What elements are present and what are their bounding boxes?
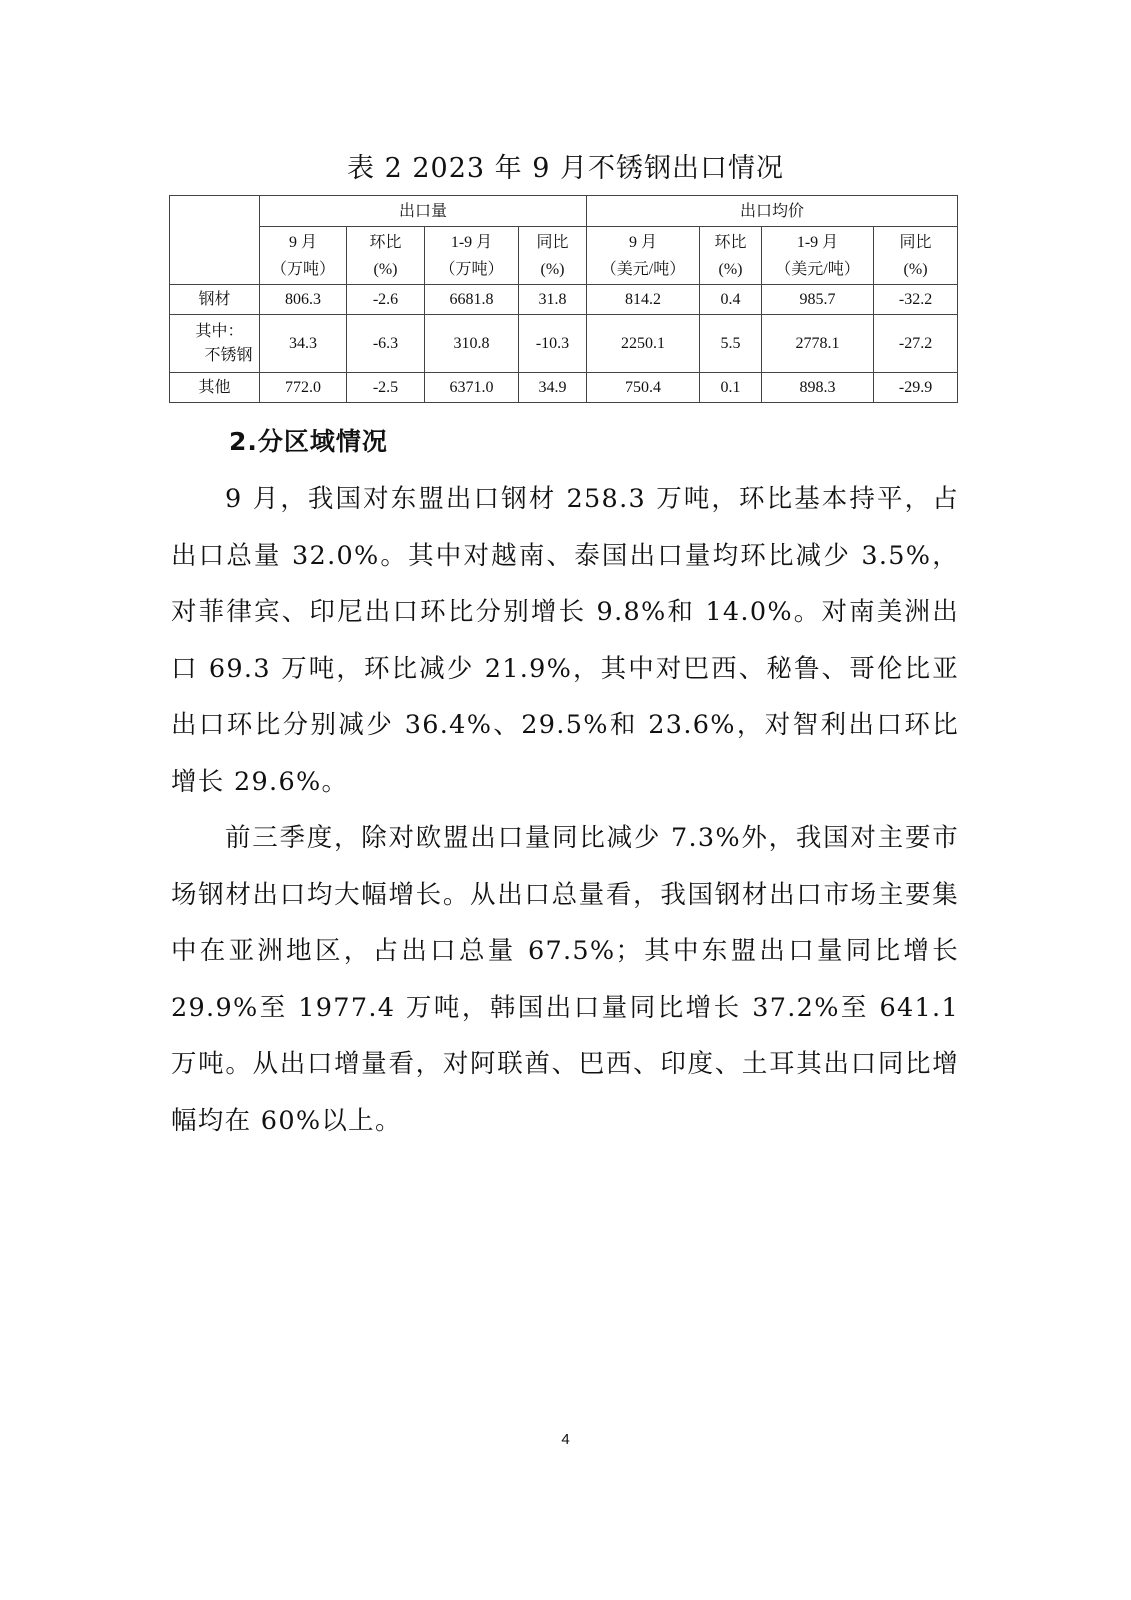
table-title: 表 2 2023 年 9 月不锈钢出口情况 (347, 153, 784, 184)
sub-header-cell: 1-9 月 （万吨） (425, 227, 519, 285)
body-paragraph: 9 月，我国对东盟出口钢材 258.3 万吨，环比基本持平，占出口总量 32.0%。其中对越南、泰国出口量均环比减少 3.5%，对菲律宾、印尼出口环比分别增长 9.8%和 14.0%。对南美洲出口 69.3 万吨，环比减少 21.9%，其中对巴西、秘鲁、哥伦比亚出口环比分别减少 36.4%、29.5%和 23.6%，对智利出口环比增长 29.6%。 (171, 484, 959, 797)
table-row (170, 315, 958, 373)
row-label: 其中： 不锈钢 (170, 315, 260, 373)
table-cell: 0.1 (700, 373, 762, 403)
table-cell: 6371.0 (425, 373, 519, 403)
table-cell: -6.3 (347, 315, 425, 373)
sub-header-cell: 环比 (%) (347, 227, 425, 285)
table-row (170, 373, 958, 403)
sub-header-cell: 1-9 月 （美元/吨） (762, 227, 874, 285)
table-cell: -27.2 (874, 315, 958, 373)
table-cell: 2250.1 (587, 315, 700, 373)
table-cell: 310.8 (425, 315, 519, 373)
table-cell: 34.3 (260, 315, 347, 373)
table-sub-header-row (170, 227, 958, 285)
table-cell: -10.3 (519, 315, 587, 373)
sub-header-cell: 9 月 （美元/吨） (587, 227, 700, 285)
table-cell: 806.3 (260, 285, 347, 315)
row-label: 钢材 (170, 285, 260, 315)
table-cell: 31.8 (519, 285, 587, 315)
table-row (170, 285, 958, 315)
page-number: 4 (561, 1431, 570, 1448)
table-corner-cell (170, 196, 260, 285)
table-cell: -2.6 (347, 285, 425, 315)
table-cell: -29.9 (874, 373, 958, 403)
sub-header-cell: 环比 (%) (700, 227, 762, 285)
table-cell: 0.4 (700, 285, 762, 315)
sub-header-cell: 9 月 （万吨） (260, 227, 347, 285)
table-cell: 898.3 (762, 373, 874, 403)
section-heading: 2.分区域情况 (229, 427, 388, 456)
table-group-header-row (170, 196, 958, 227)
table-cell: 34.9 (519, 373, 587, 403)
group-header-price: 出口均价 (587, 196, 958, 227)
group-header-volume: 出口量 (260, 196, 587, 227)
table-cell: 985.7 (762, 285, 874, 315)
body-paragraph: 前三季度，除对欧盟出口量同比减少 7.3%外，我国对主要市场钢材出口均大幅增长。从出口总量看，我国钢材出口市场主要集中在亚洲地区，占出口总量 67.5%；其中东盟出口量同比增长 29.9%至 1977.4 万吨，韩国出口量同比增长 37.2%至 641.1 万吨。从出口增量看，对阿联酋、巴西、印度、土耳其出口同比增幅均在 60%以上。 (171, 823, 959, 1136)
table-cell: 750.4 (587, 373, 700, 403)
sub-header-cell: 同比 (%) (874, 227, 958, 285)
table-cell: 772.0 (260, 373, 347, 403)
table-cell: -32.2 (874, 285, 958, 315)
table-cell: 5.5 (700, 315, 762, 373)
table-cell: 6681.8 (425, 285, 519, 315)
sub-header-cell: 同比 (%) (519, 227, 587, 285)
table-cell: 2778.1 (762, 315, 874, 373)
export-table (169, 195, 958, 403)
table-cell: 814.2 (587, 285, 700, 315)
table-cell: -2.5 (347, 373, 425, 403)
row-label: 其他 (170, 373, 260, 403)
